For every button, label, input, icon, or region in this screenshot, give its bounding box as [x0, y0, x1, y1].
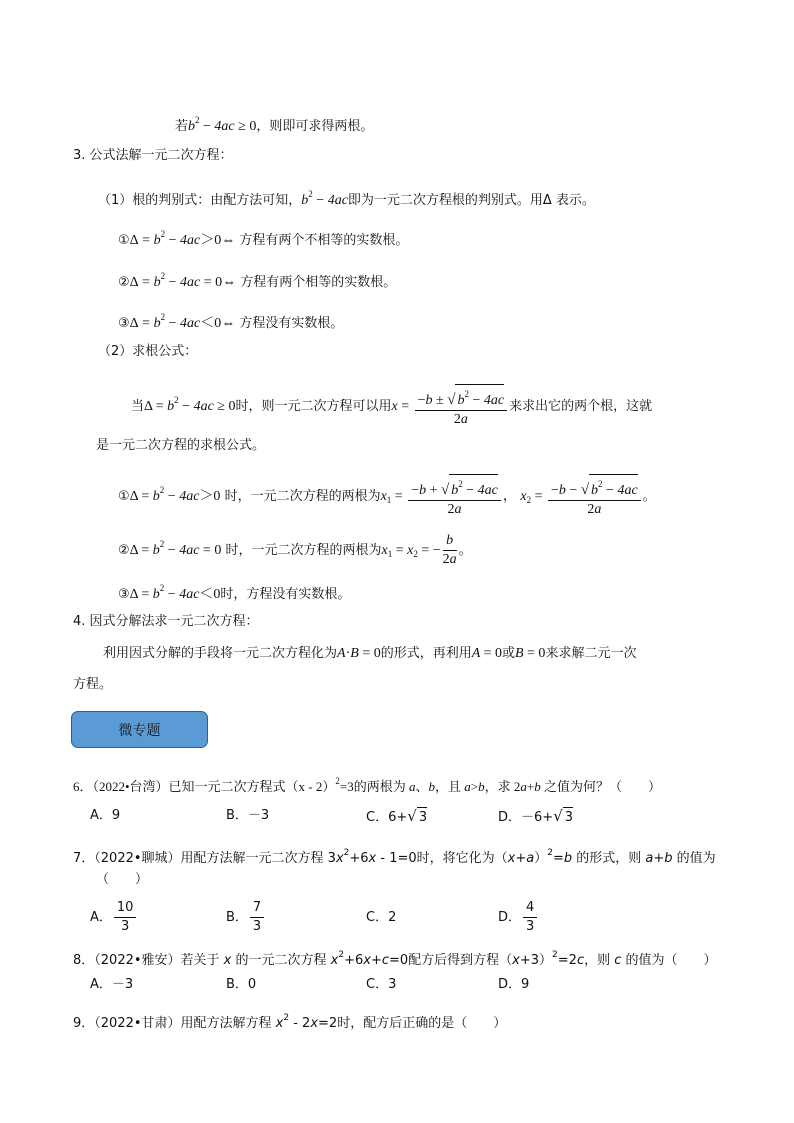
case-text: 时，一元二次方程的两根为 — [224, 489, 381, 504]
q6-option-c[interactable]: C．6+√ 3 — [366, 806, 427, 828]
root-case-3: ③Δ = $b^2 - 4ac<0$时，方程没有实数根。 — [118, 583, 351, 602]
disc-mark: ③ — [118, 316, 130, 331]
q8-option-c[interactable]: C．3 — [366, 977, 397, 992]
q7-text: 7．（2022•聊城）用配方法解一元二次方程 $3x^2+6x - 1=0$时，将它化为$(x+a)^2=b$ 的形式，则 a+b 的值为 — [73, 848, 716, 866]
disc-case-3: ③Δ = $b^2$ − 4ac＜0⇔ 方程没有实数根。 — [118, 312, 344, 331]
case-cond: $\Delta = b^2 - 4ac$ — [129, 485, 200, 504]
q7-option-a[interactable]: A． $\frac{10}{3}$ — [90, 898, 138, 938]
q7-option-c[interactable]: C．2 — [366, 910, 397, 925]
question-6 — [73, 771, 661, 797]
case-roots: $x_1 = x_2$ = − $\frac{b}{2a}$ — [381, 533, 457, 568]
factor-text-b: 的形式，再利用 — [380, 646, 472, 661]
q8-option-b[interactable]: B．0 — [226, 977, 257, 992]
roots-suffix: ，则即可求得两根。 — [256, 119, 374, 134]
disc-mark: ① — [118, 233, 130, 248]
case-end: 。 — [642, 489, 656, 504]
q8-option-a[interactable]: A．－3 — [90, 977, 134, 992]
case-mark: ② — [118, 543, 130, 558]
case-mark: ③ — [118, 587, 130, 602]
question-8 — [73, 945, 717, 971]
disc-expr: $\Delta = b^2 - 4ac$ — [129, 229, 201, 248]
micro-topic-badge — [71, 711, 208, 748]
factor-line-2: 方程。 — [73, 677, 113, 692]
q7-blank: （ ） — [96, 872, 149, 887]
q8-text: 8．（2022•雅安）若关于 x 的一元二次方程 $x^2+6x+c=0$配方后得到方程$(x+3)^2=2c$，则 c 的值为（ ） — [73, 950, 717, 968]
formula-expr: x = $\frac{-b \pm √ b^2 - 4ac}{2a}$ — [391, 399, 509, 414]
q8-option-d[interactable]: D．9 — [498, 977, 530, 992]
section-4-title: 4. 因式分解法求一元二次方程： — [73, 614, 259, 629]
q9-text: 9．（2022•甘肃）用配方法解方程 $x^2 - 2x=2$时，配方后正确的是（ ） — [73, 1013, 507, 1031]
formula-prefix: 当 — [131, 399, 145, 414]
factor-text-a: 利用因式分解的手段将一元二次方程化为 — [103, 646, 338, 661]
q6-text: 6．（2022•台湾）已知一元二次方程式（x - 2）$^2$=3的两根为 a、b，且 a>b，求 2a+b 之值为何？（ ） — [73, 776, 661, 794]
case-cond: $\Delta = b^2 - 4ac = 0$ — [129, 539, 222, 558]
formula-cond: $\Delta = b^2 - 4ac \ge 0$ — [144, 395, 236, 414]
disc-expr: $\Delta = b^2 - 4ac = 0$ — [129, 271, 223, 290]
disc-expr: $\Delta = b^2 - 4ac$ — [129, 312, 201, 331]
discriminant-definition — [98, 184, 595, 211]
disc-text: 方程有两个相等的实数根。 — [240, 275, 397, 290]
q6-option-b[interactable]: B．－3 — [226, 808, 270, 823]
disc-case-1: ①Δ = $b^2$ − 4ac＞0⇔ 方程有两个不相等的实数根。 — [118, 229, 409, 248]
formula-line — [131, 378, 652, 429]
formula-mid: 时，则一元二次方程可以用 — [235, 399, 392, 414]
case-mark: ① — [118, 489, 130, 504]
disc-text: 方程没有实数根。 — [239, 316, 344, 331]
disc-case-2: ②Δ = $b^2 - 4ac$ = 0⇔ 方程有两个相等的实数根。 — [118, 271, 397, 290]
q7-option-b[interactable]: B． $\frac{7}{3}$ — [226, 898, 266, 938]
factor-expr-2: A = 0 — [471, 646, 502, 661]
factor-expr-3: B = 0 — [514, 646, 546, 661]
q6-option-d[interactable]: D．－6+√ 3 — [498, 806, 573, 828]
formula-suffix: 来求出它的两个根，这就 — [509, 399, 653, 414]
factor-text-c: 或 — [501, 646, 515, 661]
question-7 — [73, 843, 716, 869]
sub1-prefix: （1）根的判别式：由配方法可知， — [98, 193, 302, 208]
formula-line-2: 是一元二次方程的求根公式。 — [96, 438, 266, 453]
question-9 — [73, 1008, 506, 1034]
case-text: 时，方程没有实数根。 — [220, 587, 351, 602]
case-roots: $x_1$ = $\frac{-b + √ b^2 - 4ac}{2a}$ ， $x_2$ = $\frac{-b - √ b^2 - 4ac}{2a}$ — [381, 489, 643, 504]
case-text: 时，一元二次方程的两根为 — [225, 543, 382, 558]
q6-option-a[interactable]: A．9 — [90, 808, 121, 823]
roots-condition-line — [175, 110, 373, 137]
disc-text: 方程有两个不相等的实数根。 — [239, 233, 409, 248]
badge-label: 微专题 — [118, 722, 161, 739]
section-3-title: 3. 公式法解一元二次方程： — [73, 148, 233, 163]
roots-prefix: 若 — [175, 119, 189, 134]
case-cond: $\Delta = b^2 - 4ac$ — [129, 583, 200, 602]
factor-expr-1: A·B = 0 — [337, 646, 381, 661]
q7-option-d[interactable]: D． $\frac{4}{3}$ — [498, 898, 539, 938]
sub2-title: （2）求根公式： — [98, 344, 198, 359]
root-case-2 — [118, 522, 472, 576]
factor-line — [103, 644, 636, 664]
sub1-suffix: 即为一元二次方程根的判别式。用Δ 表示。 — [347, 193, 595, 208]
case-end: 。 — [458, 543, 472, 558]
sub1-expr: $b^2 - 4ac$ — [301, 189, 348, 208]
root-case-1: ①Δ = $b^2 - 4ac>0$ 时，一元二次方程的两根为$x_1$ = $\frac{-b + √ b^2 - 4ac}{2a}$ ， $x_2$ = $\frac{-b - √ b^2 - 4ac}{2a}$ 。 — [118, 468, 656, 522]
roots-expr: $b^2 - 4ac \ge 0$ — [188, 115, 257, 134]
factor-text-d: 来求解二元一次 — [545, 646, 637, 661]
disc-mark: ② — [118, 275, 130, 290]
